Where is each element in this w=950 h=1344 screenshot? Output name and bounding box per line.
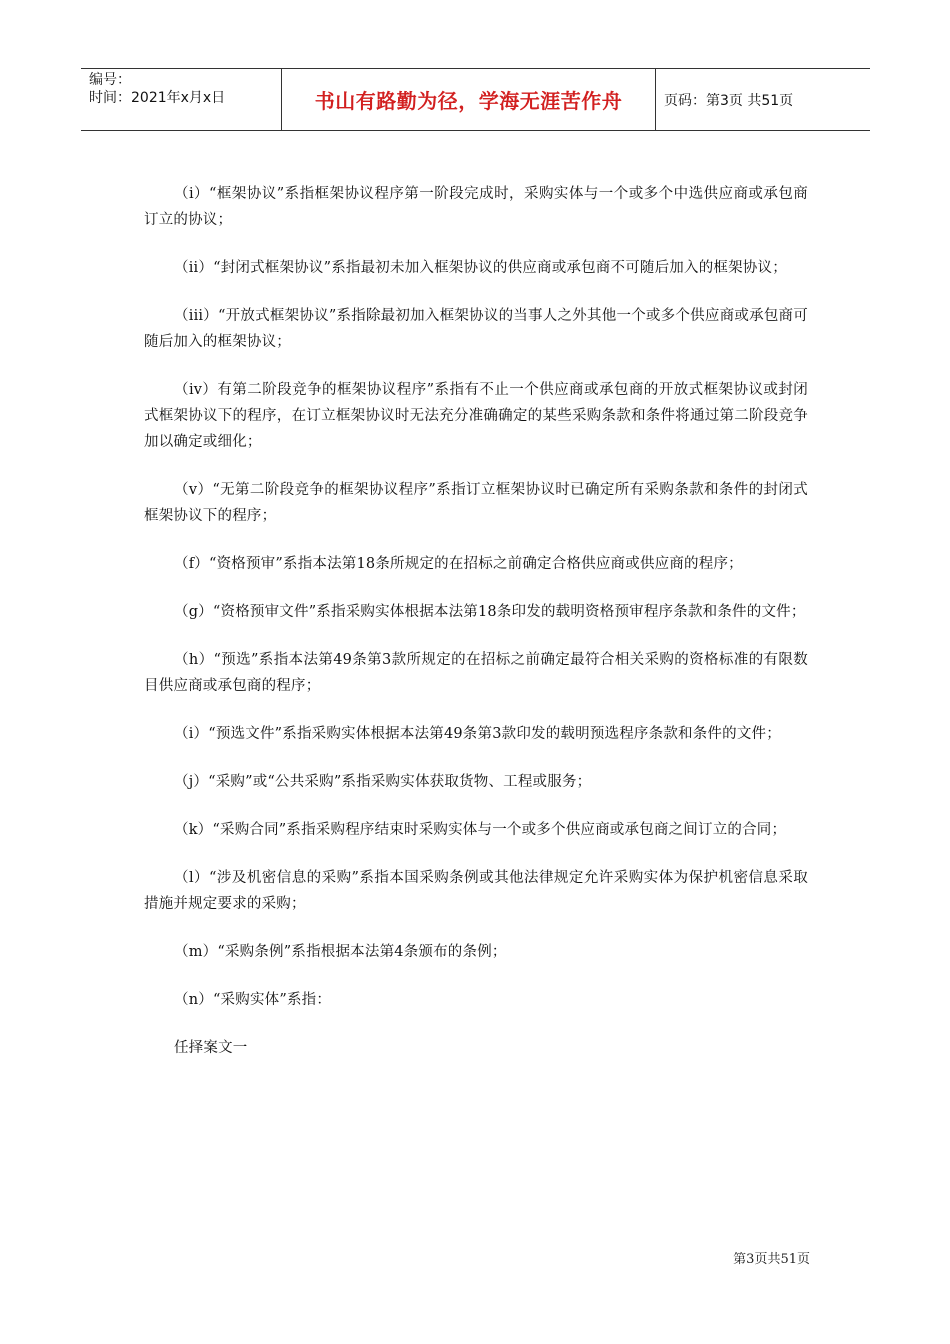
header-page-info: 页码：第3页 共51页 — [664, 92, 794, 109]
paragraph: 任择案文一 — [174, 1040, 248, 1056]
header-meta — [81, 69, 281, 130]
document-body — [144, 181, 808, 1083]
page-header — [81, 68, 870, 131]
paragraph: （j）“采购”或“公共采购”系指采购实体获取货物、工程或服务； — [174, 774, 592, 790]
date-label: 时间：2021年x月x日 — [89, 90, 226, 106]
page-footer: 第3页共51页 — [733, 1252, 810, 1267]
paragraph: （g）“资格预审文件”系指采购实体根据本法第18条印发的载明资格预审程序条款和条件的文件； — [174, 604, 806, 620]
paragraph: （v）“无第二阶段竞争的框架协议程序”系指订立框架协议时已确定所有采购条款和条件的封闭式框架协议下的程序； — [144, 482, 808, 524]
paragraph: （l）“涉及机密信息的采购”系指本国采购条例或其他法律规定允许采购实体为保护机密信息采取措施并规定要求的采购； — [144, 870, 808, 912]
paragraph: （i）“框架协议”系指框架协议程序第一阶段完成时，采购实体与一个或多个中选供应商或承包商订立的协议； — [144, 186, 808, 228]
paragraph: （i）“预选文件”系指采购实体根据本法第49条第3款印发的载明预选程序条款和条件的文件； — [174, 726, 781, 742]
number-label: 编号： — [89, 72, 131, 88]
paragraph: （n）“采购实体”系指： — [174, 992, 332, 1008]
header-motto: 书山有路勤为径，学海无涯苦作舟 — [314, 89, 623, 113]
paragraph: （h）“预选”系指本法第49条第3款所规定的在招标之前确定最符合相关采购的资格标准的有限数目供应商或承包商的程序； — [144, 652, 808, 694]
paragraph: （m）“采购条例”系指根据本法第4条颁布的条例； — [174, 944, 507, 960]
paragraph: （iii）“开放式框架协议”系指除最初加入框架协议的当事人之外其他一个或多个供应商或承包商可随后加入的框架协议； — [144, 308, 808, 350]
paragraph: （ii）“封闭式框架协议”系指最初未加入框架协议的供应商或承包商不可随后加入的框架协议； — [174, 260, 787, 276]
paragraph: （f）“资格预审”系指本法第18条所规定的在招标之前确定合格供应商或供应商的程序； — [174, 556, 743, 572]
paragraph: （k）“采购合同”系指采购程序结束时采购实体与一个或多个供应商或承包商之间订立的合同； — [174, 822, 787, 838]
paragraph: （iv）有第二阶段竞争的框架协议程序”系指有不止一个供应商或承包商的开放式框架协议或封闭式框架协议下的程序，在订立框架协议时无法充分准确确定的某些采购条款和条件将通过第二阶段竞争加以确定或细化； — [144, 382, 808, 450]
